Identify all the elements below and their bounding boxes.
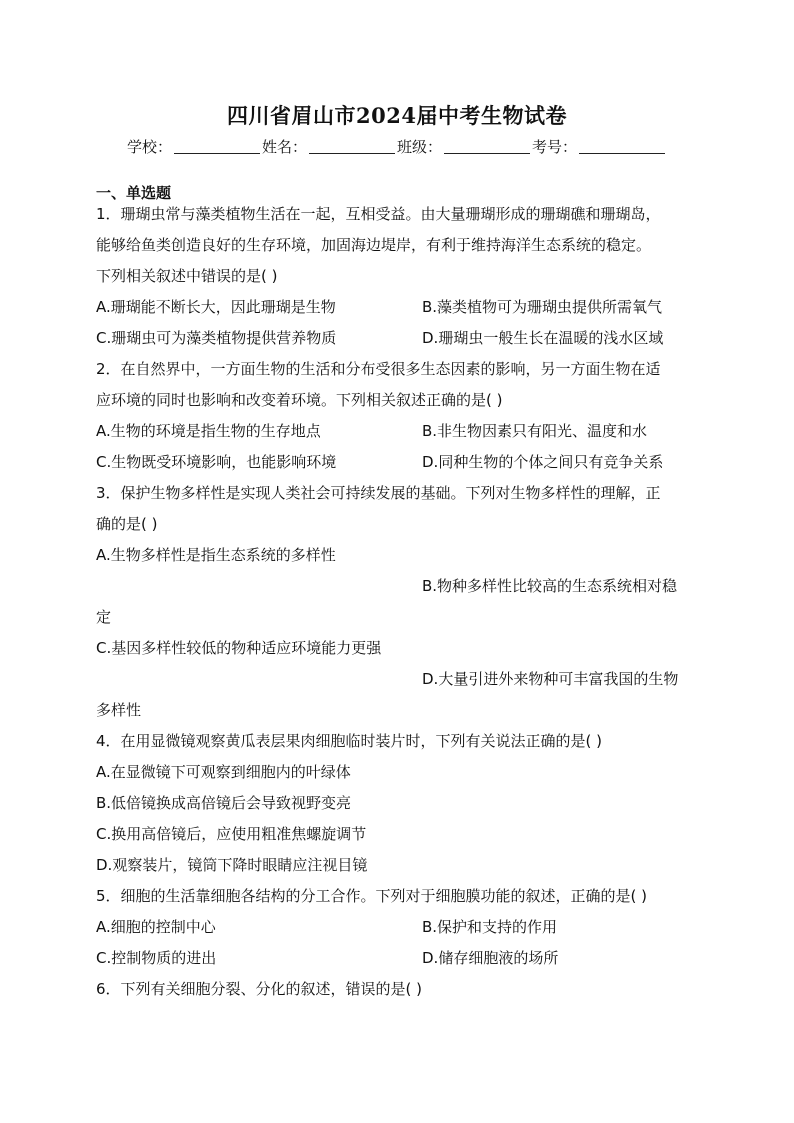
question-4-stem-line-1: 4．在用显微镜观察黄瓜表层果肉细胞临时装片时，下列有关说法正确的是( ) [96, 732, 603, 750]
question-6 [96, 974, 701, 1005]
class-blank[interactable] [444, 139, 530, 154]
question-5-option-b: B.保护和支持的作用 [422, 918, 558, 936]
question-1-stem-line-2: 能够给鱼类创造良好的生存环境，加固海边堤岸，有利于维持海洋生态系统的稳定。 [96, 236, 652, 254]
question-4-option-a: A.在显微镜下可观察到细胞内的叶绿体 [96, 763, 351, 781]
question-1-option-d: D.珊瑚虫一般生长在温暖的浅水区域 [422, 329, 664, 347]
question-3-option-d-line-2: 多样性 [96, 701, 142, 719]
question-3-option-c: C.基因多样性较低的物种适应环境能力更强 [96, 639, 382, 657]
question-5-options-row-1 [96, 912, 701, 943]
question-5-options-row-2 [96, 943, 701, 974]
question-1-option-c: C.珊瑚虫可为藻类植物提供营养物质 [96, 329, 337, 347]
question-4 [96, 726, 701, 881]
question-2-stem-line-2: 应环境的同时也影响和改变着环境。下列相关叙述正确的是( ) [96, 391, 503, 409]
questions [96, 199, 701, 1005]
question-5-option-c: C.控制物质的进出 [96, 949, 217, 967]
class-label: 班级： [397, 138, 443, 156]
question-3-option-b-line-1: B.物种多样性比较高的生态系统相对稳 [422, 577, 678, 595]
question-3-option-a: A.生物多样性是指生态系统的多样性 [96, 546, 336, 564]
question-3-stem-line-1: 3．保护生物多样性是实现人类社会可持续发展的基础。下列对生物多样性的理解，正 [96, 484, 661, 502]
question-2-options-row-1 [96, 416, 701, 447]
question-5 [96, 881, 701, 974]
question-2-option-a: A.生物的环境是指生物的生存地点 [96, 422, 321, 440]
school-label: 学校： [126, 138, 172, 156]
question-4-option-d: D.观察装片，镜筒下降时眼睛应注视目镜 [96, 856, 368, 874]
section-heading: 一、单选题 [96, 184, 172, 202]
question-5-option-a: A.细胞的控制中心 [96, 918, 216, 936]
question-2-option-d: D.同种生物的个体之间只有竞争关系 [422, 453, 664, 471]
question-5-option-d: D.储存细胞液的场所 [422, 949, 559, 967]
exam-number-blank[interactable] [579, 139, 665, 154]
question-5-stem-line-1: 5．细胞的生活靠细胞各结构的分工合作。下列对于细胞膜功能的叙述，正确的是( ) [96, 887, 648, 905]
question-1-stem-line-1: 1．珊瑚虫常与藻类植物生活在一起，互相受益。由大量珊瑚形成的珊瑚礁和珊瑚岛， [96, 205, 661, 223]
question-2-stem-line-1: 2．在自然界中，一方面生物的生活和分布受很多生态因素的影响，另一方面生物在适 [96, 360, 661, 378]
question-3-stem-line-2: 确的是( ) [96, 515, 158, 533]
question-2-option-c: C.生物既受环境影响，也能影响环境 [96, 453, 337, 471]
name-label: 姓名： [261, 138, 307, 156]
school-blank[interactable] [174, 139, 260, 154]
question-1-option-b: B.藻类植物可为珊瑚虫提供所需氧气 [422, 298, 663, 316]
exam-number-label: 考号： [532, 138, 578, 156]
question-1-option-a: A.珊瑚能不断长大，因此珊瑚是生物 [96, 298, 336, 316]
question-2-options-row-2 [96, 447, 701, 478]
question-3-option-d-line-1: D.大量引进外来物种可丰富我国的生物 [422, 670, 679, 688]
question-2-option-b: B.非生物因素只有阳光、温度和水 [422, 422, 648, 440]
question-1-options-row-1 [96, 292, 701, 323]
page-title: 四川省眉山市2024届中考生物试卷 [227, 103, 567, 128]
question-3-option-b-line-2: 定 [96, 608, 112, 626]
student-info-line [0, 136, 794, 157]
question-1 [96, 199, 701, 354]
question-3 [96, 478, 701, 726]
question-2 [96, 354, 701, 478]
question-4-option-c: C.换用高倍镜后，应使用粗准焦螺旋调节 [96, 825, 367, 843]
question-1-options-row-2 [96, 323, 701, 354]
question-6-stem-line-1: 6．下列有关细胞分裂、分化的叙述，错误的是( ) [96, 980, 423, 998]
question-4-option-b: B.低倍镜换成高倍镜后会导致视野变亮 [96, 794, 352, 812]
name-blank[interactable] [309, 139, 395, 154]
question-1-stem-line-3: 下列相关叙述中错误的是( ) [96, 267, 278, 285]
